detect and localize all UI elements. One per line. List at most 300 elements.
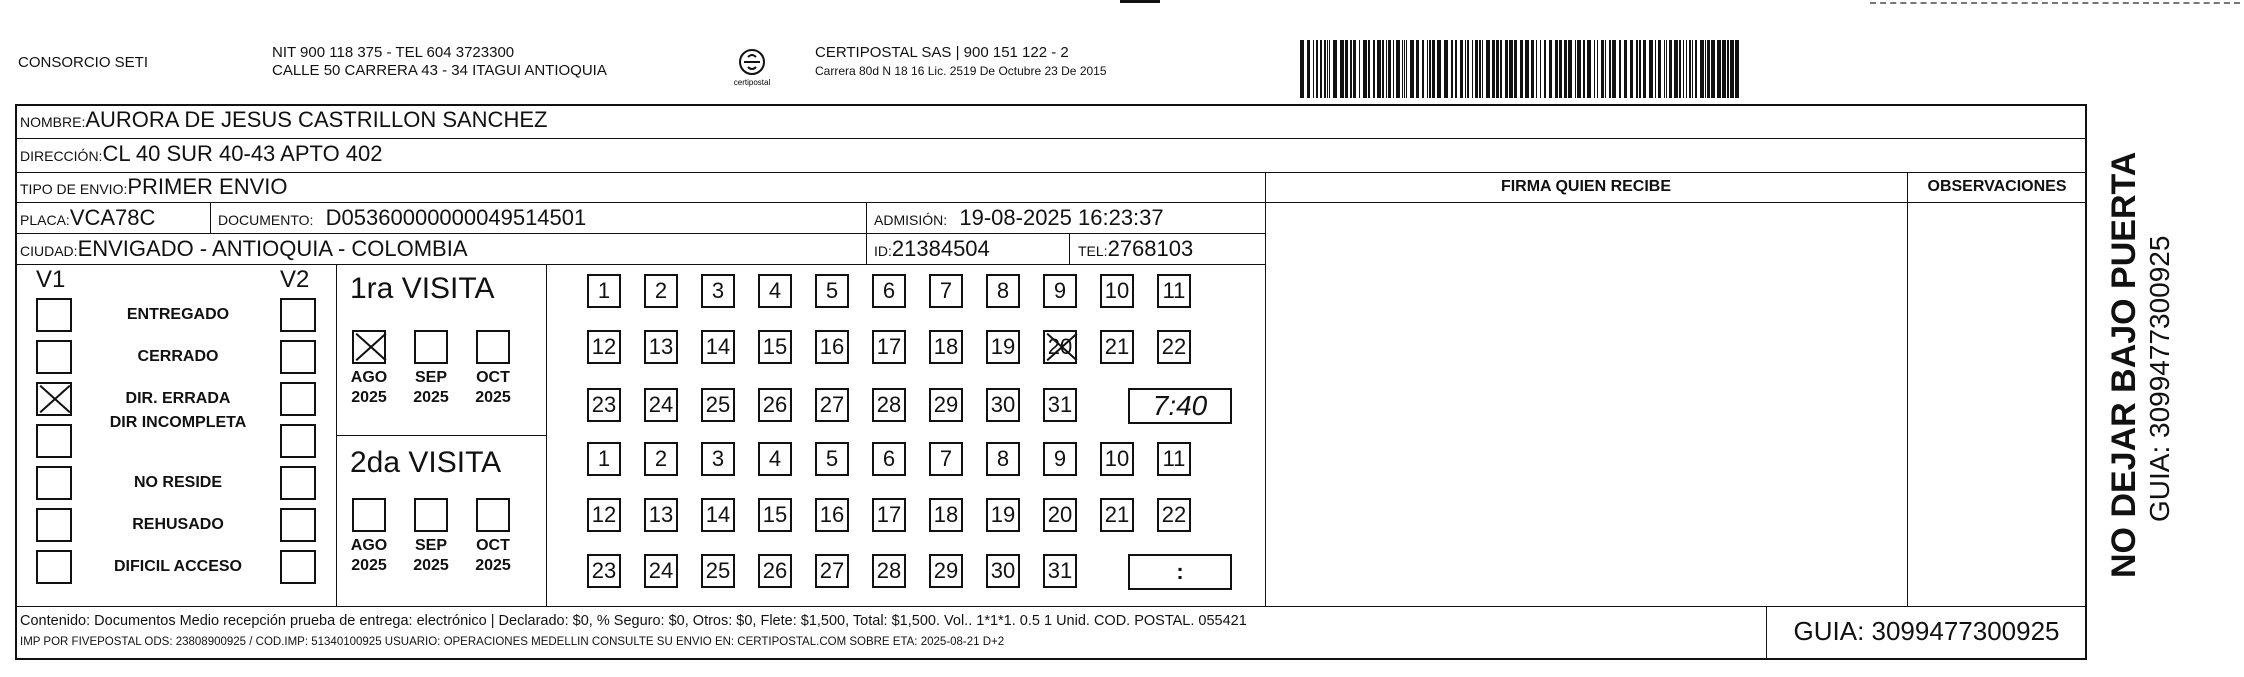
day-number: 15 bbox=[762, 502, 788, 527]
day-box bbox=[872, 274, 906, 308]
top-mark bbox=[1120, 0, 1160, 3]
day-box bbox=[644, 498, 678, 532]
month-name: SEP bbox=[414, 369, 447, 386]
ciudad-field bbox=[20, 236, 468, 264]
day-number: 20 bbox=[1047, 334, 1073, 359]
month-year: 2025 bbox=[475, 389, 511, 406]
day-box bbox=[587, 330, 621, 364]
month-year: 2025 bbox=[413, 557, 449, 574]
barcode-bar bbox=[1531, 40, 1534, 98]
barcode-bar bbox=[1382, 40, 1384, 98]
barcode-bar bbox=[1700, 40, 1704, 98]
barcode bbox=[1300, 40, 1740, 98]
day-number: 5 bbox=[825, 278, 839, 303]
day-number: 30 bbox=[990, 392, 1016, 417]
certipostal-line-1: CERTIPOSTAL SAS | 900 151 122 - 2 bbox=[815, 44, 1069, 61]
month-label bbox=[407, 368, 455, 408]
month-checkbox bbox=[352, 498, 386, 532]
barcode-bar bbox=[1386, 40, 1387, 98]
nombre-value: AURORA DE JESUS CASTRILLON SANCHEZ bbox=[85, 107, 548, 132]
barcode-bar bbox=[1388, 40, 1391, 98]
day-box bbox=[872, 498, 906, 532]
day-box bbox=[587, 274, 621, 308]
barcode-bar bbox=[1359, 40, 1360, 98]
id-label: ID: bbox=[874, 243, 892, 259]
day-box bbox=[701, 442, 735, 476]
admision-field bbox=[874, 205, 1164, 233]
barcode-bar bbox=[1329, 40, 1330, 98]
day-number: 6 bbox=[882, 278, 896, 303]
barcode-bar bbox=[1597, 40, 1598, 98]
day-number: 31 bbox=[1047, 558, 1073, 583]
v1-checkbox bbox=[36, 424, 72, 458]
day-number: 18 bbox=[933, 502, 959, 527]
documento-label: DOCUMENTO: bbox=[218, 212, 314, 228]
month-label bbox=[407, 536, 455, 576]
day-number: 19 bbox=[990, 502, 1016, 527]
month-name: AGO bbox=[350, 369, 388, 386]
ciudad-value: ENVIGADO - ANTIOQUIA - COLOMBIA bbox=[77, 236, 468, 261]
day-box bbox=[986, 554, 1020, 588]
day-box bbox=[815, 554, 849, 588]
day-box bbox=[929, 442, 963, 476]
day-number: 2 bbox=[654, 446, 668, 471]
day-number: 18 bbox=[933, 334, 959, 359]
barcode-bar bbox=[1658, 40, 1661, 98]
day-number: 14 bbox=[705, 334, 731, 359]
day-number: 13 bbox=[648, 334, 674, 359]
day-box bbox=[587, 442, 621, 476]
day-box bbox=[929, 498, 963, 532]
month-year: 2025 bbox=[351, 557, 387, 574]
day-box bbox=[758, 274, 792, 308]
barcode-bar bbox=[1717, 40, 1721, 98]
day-number: 2 bbox=[654, 278, 668, 303]
day-number: 17 bbox=[876, 334, 902, 359]
day-number: 27 bbox=[819, 392, 845, 417]
day-number: 26 bbox=[762, 392, 788, 417]
barcode-bar bbox=[1300, 40, 1304, 98]
barcode-bar bbox=[1722, 40, 1726, 98]
barcode-bar bbox=[1609, 40, 1611, 98]
day-number: 12 bbox=[591, 334, 617, 359]
month-name: AGO bbox=[350, 537, 388, 554]
barcode-bar bbox=[1619, 40, 1621, 98]
barcode-bar bbox=[1353, 40, 1356, 98]
day-number: 22 bbox=[1161, 334, 1187, 359]
barcode-bar bbox=[1363, 40, 1367, 98]
day-number: 21 bbox=[1104, 334, 1130, 359]
barcode-bar bbox=[1437, 40, 1441, 98]
top-dash-rule bbox=[1870, 2, 2240, 4]
day-number: 9 bbox=[1053, 446, 1067, 471]
id-field bbox=[874, 236, 990, 264]
day-number: 5 bbox=[825, 446, 839, 471]
month-checkbox bbox=[476, 498, 510, 532]
day-number: 9 bbox=[1053, 278, 1067, 303]
footer-guia: GUIA: 3099477300925 bbox=[1793, 616, 2060, 646]
day-check-mark bbox=[1045, 332, 1075, 362]
barcode-bar bbox=[1307, 40, 1310, 98]
status-label: ENTREGADO bbox=[126, 306, 230, 323]
barcode-bar bbox=[1505, 40, 1508, 98]
side-guia: GUIA: 3099477300925 bbox=[2144, 235, 2175, 522]
status-label: DIFICIL ACCESO bbox=[113, 558, 242, 575]
month-label bbox=[469, 536, 517, 576]
barcode-bar bbox=[1451, 40, 1453, 98]
day-number: 31 bbox=[1047, 392, 1073, 417]
day-number: 19 bbox=[990, 334, 1016, 359]
nombre-row bbox=[20, 107, 547, 135]
nit-line-1: NIT 900 118 375 - TEL 604 3723300 bbox=[272, 44, 515, 61]
placa-field bbox=[20, 205, 155, 233]
barcode-bar bbox=[1416, 40, 1419, 98]
barcode-bar bbox=[1402, 40, 1403, 98]
barcode-bar bbox=[1683, 40, 1684, 98]
barcode-bar bbox=[1601, 40, 1604, 98]
barcode-bar bbox=[1429, 40, 1431, 98]
barcode-bar bbox=[1549, 40, 1552, 98]
barcode-bar bbox=[1639, 40, 1641, 98]
v2-checkbox bbox=[280, 466, 316, 500]
observaciones-header: OBSERVACIONES bbox=[1927, 178, 2067, 195]
barcode-bar bbox=[1689, 40, 1691, 98]
barcode-bar bbox=[1686, 40, 1687, 98]
day-box bbox=[929, 554, 963, 588]
month-name: OCT bbox=[476, 369, 510, 386]
status-label: NO RESIDE bbox=[133, 474, 222, 491]
v1-checkbox bbox=[36, 340, 72, 374]
barcode-bar bbox=[1577, 40, 1581, 98]
no-dejar-bajo-puerta: NO DEJAR BAJO PUERTA bbox=[2105, 151, 2143, 578]
v1-checkbox bbox=[36, 550, 72, 584]
barcode-bar bbox=[1479, 40, 1481, 98]
barcode-bar bbox=[1564, 40, 1567, 98]
day-number: 23 bbox=[591, 558, 617, 583]
day-box bbox=[701, 274, 735, 308]
day-number: 1 bbox=[597, 446, 611, 471]
status-label: REHUSADO bbox=[132, 516, 224, 533]
barcode-bar bbox=[1496, 40, 1499, 98]
day-number: 13 bbox=[648, 502, 674, 527]
documento-field bbox=[218, 205, 586, 233]
barcode-bar bbox=[1340, 40, 1344, 98]
barcode-bar bbox=[1669, 40, 1672, 98]
day-box bbox=[644, 330, 678, 364]
v2-checkbox bbox=[280, 550, 316, 584]
placa-label: PLACA: bbox=[20, 212, 70, 228]
barcode-bar bbox=[1664, 40, 1665, 98]
day-box bbox=[815, 330, 849, 364]
barcode-bar bbox=[1313, 40, 1314, 98]
month-checkbox bbox=[352, 330, 386, 364]
day-box bbox=[644, 388, 678, 422]
day-number: 15 bbox=[762, 334, 788, 359]
day-box bbox=[1157, 498, 1191, 532]
barcode-bar bbox=[1649, 40, 1653, 98]
day-number: 8 bbox=[996, 278, 1010, 303]
barcode-bar bbox=[1444, 40, 1448, 98]
day-number: 11 bbox=[1162, 446, 1186, 471]
barcode-bar bbox=[1666, 40, 1667, 98]
day-box bbox=[1100, 274, 1134, 308]
day-number: 17 bbox=[876, 502, 902, 527]
barcode-bar bbox=[1432, 40, 1435, 98]
certipostal-line-2: Carrera 80d N 18 16 Lic. 2519 De Octubre 23 De 2015 bbox=[815, 64, 1107, 78]
barcode-bar bbox=[1396, 40, 1400, 98]
day-box bbox=[758, 330, 792, 364]
barcode-bar bbox=[1427, 40, 1428, 98]
barcode-bar bbox=[1735, 40, 1739, 98]
status-label: DIR INCOMPLETA bbox=[109, 414, 247, 431]
barcode-bar bbox=[1492, 40, 1495, 98]
v2-checkbox bbox=[280, 340, 316, 374]
barcode-bar bbox=[1525, 40, 1529, 98]
barcode-bar bbox=[1711, 40, 1715, 98]
barcode-bar bbox=[1350, 40, 1352, 98]
barcode-bar bbox=[1583, 40, 1585, 98]
barcode-bar bbox=[1568, 40, 1572, 98]
day-box bbox=[986, 388, 1020, 422]
barcode-bar bbox=[1482, 40, 1483, 98]
month-checkbox bbox=[414, 498, 448, 532]
day-number: 25 bbox=[705, 392, 731, 417]
tel-label: TEL: bbox=[1078, 243, 1108, 259]
day-box bbox=[929, 388, 963, 422]
barcode-bar bbox=[1327, 40, 1328, 98]
id-value: 21384504 bbox=[891, 236, 990, 261]
barcode-bar bbox=[1624, 40, 1627, 98]
month-name: OCT bbox=[476, 537, 510, 554]
day-box bbox=[701, 330, 735, 364]
second-visit-time-box bbox=[1128, 554, 1232, 590]
tel-field bbox=[1078, 236, 1193, 264]
barcode-bar bbox=[1410, 40, 1414, 98]
barcode-bar bbox=[1316, 40, 1318, 98]
day-number: 25 bbox=[705, 558, 731, 583]
barcode-bar bbox=[1559, 40, 1562, 98]
barcode-bar bbox=[1555, 40, 1558, 98]
barcode-bar bbox=[1377, 40, 1381, 98]
admision-value: 19-08-2025 16:23:37 bbox=[959, 205, 1164, 230]
day-number: 3 bbox=[711, 278, 725, 303]
day-box bbox=[815, 388, 849, 422]
barcode-bar bbox=[1345, 40, 1348, 98]
barcode-bar bbox=[1472, 40, 1473, 98]
day-number: 4 bbox=[768, 278, 782, 303]
status-label: DIR. ERRADA bbox=[125, 390, 231, 407]
day-box bbox=[587, 388, 621, 422]
v2-checkbox bbox=[280, 508, 316, 542]
barcode-bar bbox=[1393, 40, 1394, 98]
barcode-bar bbox=[1695, 40, 1697, 98]
day-number: 11 bbox=[1162, 278, 1186, 303]
day-box bbox=[1100, 442, 1134, 476]
barcode-bar bbox=[1368, 40, 1370, 98]
day-box bbox=[929, 274, 963, 308]
barcode-bar bbox=[1514, 40, 1517, 98]
day-box bbox=[929, 330, 963, 364]
v1-checkbox bbox=[36, 466, 72, 500]
second-visit-time: : bbox=[1176, 559, 1184, 584]
month-checkbox bbox=[414, 330, 448, 364]
day-box bbox=[701, 498, 735, 532]
barcode-bar bbox=[1605, 40, 1606, 98]
day-number: 27 bbox=[819, 558, 845, 583]
barcode-bar bbox=[1422, 40, 1424, 98]
day-number: 10 bbox=[1104, 446, 1130, 471]
day-number: 16 bbox=[819, 502, 845, 527]
nombre-label: NOMBRE: bbox=[20, 114, 86, 130]
day-number: 22 bbox=[1161, 502, 1187, 527]
barcode-bar bbox=[1465, 40, 1466, 98]
v1-checkbox bbox=[36, 382, 72, 416]
day-number: 8 bbox=[996, 446, 1010, 471]
day-box bbox=[1043, 442, 1077, 476]
barcode-bar bbox=[1692, 40, 1693, 98]
day-number: 16 bbox=[819, 334, 845, 359]
admision-label: ADMISIÓN: bbox=[874, 212, 948, 228]
status-label: CERRADO bbox=[137, 348, 219, 365]
day-box bbox=[587, 498, 621, 532]
barcode-bar bbox=[1707, 40, 1710, 98]
barcode-bar bbox=[1500, 40, 1502, 98]
barcode-bar bbox=[1455, 40, 1457, 98]
barcode-bar bbox=[1705, 40, 1706, 98]
svg-text:certipostal: certipostal bbox=[733, 78, 771, 87]
first-visit-time: 7:40 bbox=[1152, 390, 1208, 421]
day-box bbox=[1157, 330, 1191, 364]
footer-contents: Contenido: Documentos Medio recepción prueba de entrega: electrónico | Declarado: $0, % Seguro: $0, Otros: $0, Flete: $1,500, Total: $1,500. Vol.. 1*1*1. 0.5 1 Unid. COD. POSTAL. 055421 bbox=[20, 613, 1247, 629]
day-box bbox=[1043, 388, 1077, 422]
day-box bbox=[1043, 330, 1077, 364]
barcode-bar bbox=[1404, 40, 1405, 98]
day-box bbox=[872, 388, 906, 422]
tipo-envio-value: PRIMER ENVIO bbox=[127, 174, 288, 199]
footer-print-info: IMP POR FIVEPOSTAL ODS: 23808900925 / COD.IMP: 51340100925 USUARIO: OPERACIONES MEDELLIN CONSULTE SU ENVIO EN: CERTIPOSTAL.COM SOBRE ETA: 2025-08-21 D+2 bbox=[20, 636, 1005, 648]
day-number: 30 bbox=[990, 558, 1016, 583]
barcode-bar bbox=[1655, 40, 1656, 98]
day-box bbox=[701, 388, 735, 422]
barcode-bar bbox=[1612, 40, 1616, 98]
day-box bbox=[644, 442, 678, 476]
month-year: 2025 bbox=[475, 557, 511, 574]
day-number: 7 bbox=[939, 278, 953, 303]
day-box bbox=[758, 498, 792, 532]
day-box bbox=[701, 554, 735, 588]
day-number: 29 bbox=[933, 392, 959, 417]
barcode-bar bbox=[1730, 40, 1734, 98]
barcode-bar bbox=[1636, 40, 1638, 98]
barcode-bar bbox=[1536, 40, 1537, 98]
barcode-bar bbox=[1544, 40, 1546, 98]
v2-checkbox bbox=[280, 424, 316, 458]
barcode-bar bbox=[1540, 40, 1541, 98]
first-visit-time-box bbox=[1128, 388, 1232, 424]
tipo-envio-label: TIPO DE ENVIO: bbox=[20, 181, 128, 197]
day-box bbox=[815, 498, 849, 532]
day-number: 21 bbox=[1104, 502, 1130, 527]
v2-header: V2 bbox=[280, 266, 310, 293]
barcode-bar bbox=[1324, 40, 1326, 98]
barcode-bar bbox=[1467, 40, 1469, 98]
day-box bbox=[986, 274, 1020, 308]
month-label bbox=[469, 368, 517, 408]
month-label bbox=[345, 536, 393, 576]
barcode-bar bbox=[1486, 40, 1490, 98]
company-name: CONSORCIO SETI bbox=[18, 54, 149, 71]
day-box bbox=[644, 274, 678, 308]
day-number: 7 bbox=[939, 446, 953, 471]
day-box bbox=[587, 554, 621, 588]
day-number: 1 bbox=[597, 278, 611, 303]
month-name: SEP bbox=[414, 537, 447, 554]
day-box bbox=[986, 498, 1020, 532]
day-number: 26 bbox=[762, 558, 788, 583]
day-box bbox=[815, 442, 849, 476]
day-number: 14 bbox=[705, 502, 731, 527]
v2-checkbox bbox=[280, 298, 316, 332]
month-checkbox bbox=[476, 330, 510, 364]
day-box bbox=[1043, 554, 1077, 588]
certipostal-logo bbox=[720, 46, 784, 90]
barcode-bar bbox=[1475, 40, 1478, 98]
day-number: 4 bbox=[768, 446, 782, 471]
day-box bbox=[1043, 498, 1077, 532]
documento-value: D05360000000049514501 bbox=[325, 205, 587, 230]
tipo-envio-row bbox=[20, 174, 288, 202]
direccion-value: CL 40 SUR 40-43 APTO 402 bbox=[102, 141, 383, 166]
day-box bbox=[872, 442, 906, 476]
day-box bbox=[1100, 498, 1134, 532]
barcode-bar bbox=[1630, 40, 1633, 98]
day-box bbox=[872, 554, 906, 588]
day-box bbox=[1157, 442, 1191, 476]
second-visit-title: 2da VISITA bbox=[350, 446, 502, 479]
v2-checkbox bbox=[280, 382, 316, 416]
month-year: 2025 bbox=[413, 389, 449, 406]
day-box bbox=[758, 388, 792, 422]
barcode-bar bbox=[1373, 40, 1375, 98]
day-number: 29 bbox=[933, 558, 959, 583]
day-number: 12 bbox=[591, 502, 617, 527]
day-number: 6 bbox=[882, 446, 896, 471]
barcode-bar bbox=[1320, 40, 1322, 98]
placa-value: VCA78C bbox=[69, 205, 156, 230]
day-box bbox=[986, 330, 1020, 364]
barcode-bar bbox=[1674, 40, 1678, 98]
ciudad-label: CIUDAD: bbox=[20, 243, 78, 259]
barcode-bar bbox=[1643, 40, 1646, 98]
month-year: 2025 bbox=[351, 389, 387, 406]
barcode-bar bbox=[1679, 40, 1681, 98]
barcode-bar bbox=[1406, 40, 1407, 98]
firma-quien-recibe-header: FIRMA QUIEN RECIBE bbox=[1500, 178, 1672, 195]
first-visit-title: 1ra VISITA bbox=[350, 272, 495, 305]
month-label bbox=[345, 368, 393, 408]
v1-checkbox bbox=[36, 508, 72, 542]
direccion-label: DIRECCIÓN: bbox=[20, 148, 103, 164]
day-box bbox=[1043, 274, 1077, 308]
tel-value: 2768103 bbox=[1107, 236, 1194, 261]
day-box bbox=[758, 442, 792, 476]
day-box bbox=[758, 554, 792, 588]
barcode-bar bbox=[1509, 40, 1513, 98]
day-box bbox=[1157, 274, 1191, 308]
day-number: 28 bbox=[876, 558, 902, 583]
day-number: 10 bbox=[1104, 278, 1130, 303]
day-number: 3 bbox=[711, 446, 725, 471]
